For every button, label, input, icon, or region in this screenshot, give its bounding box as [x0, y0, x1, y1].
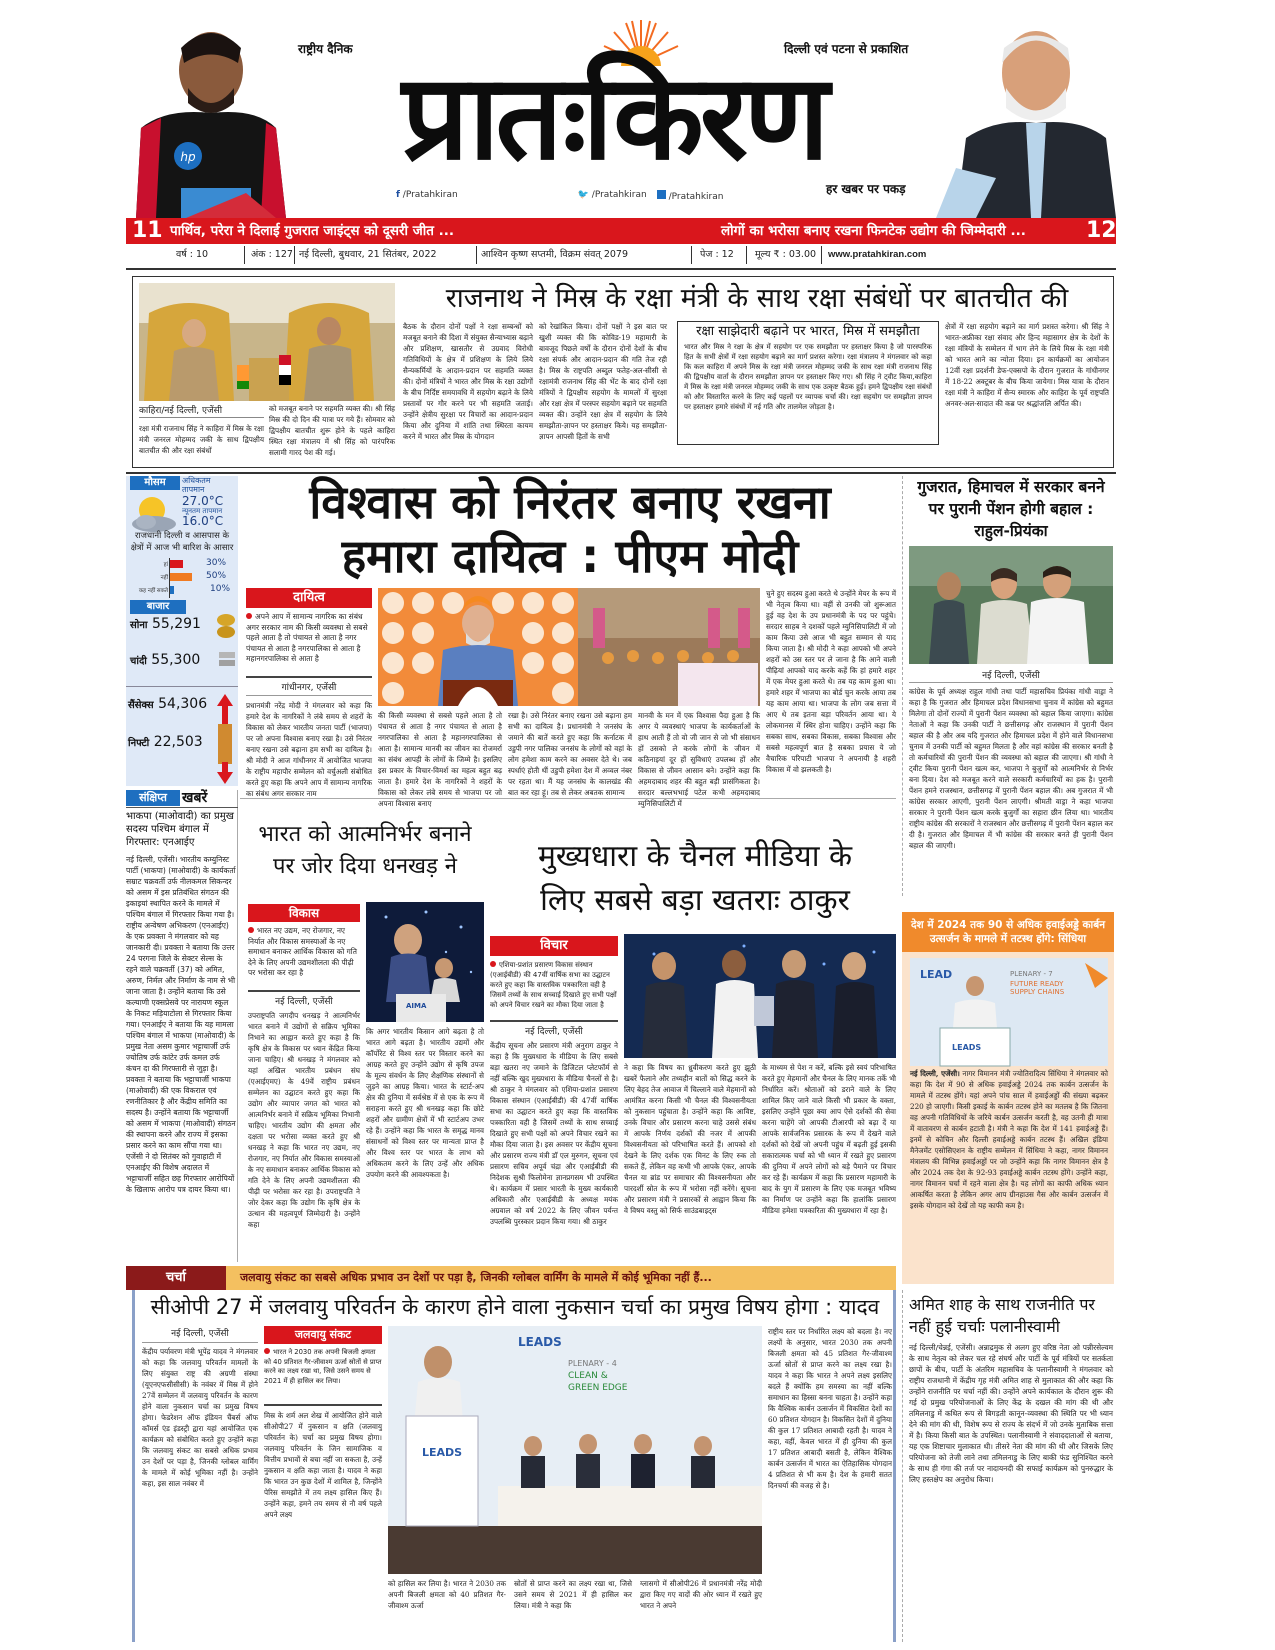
svg-text:SUPPLY CHAINS: SUPPLY CHAINS — [1010, 988, 1065, 996]
max-temp: 27.0°C — [182, 494, 224, 508]
modi-col-3: रखा है। उसे निरंतर बनाए रखना उसे बढ़ाना हम सभी का दायित्व है। प्रधानमंत्री ने जनसंघ के जमाने की बातें करते हुए कहा कि कर्नाटक में उडुपी नगर पालिका जनसंघ के लोगों को वहां के लोग हमेशा काम करने का अवसर देते थे। जब स्पर्धाएं होती थीं उडुपी हमेशा देश में अव्वल नंबर पर रहता था। मैं यह जनसंघ के कालखंड की बात कर रहा हूं। तब से लेकर अबतक सामान्य — [508, 711, 632, 797]
modi-headline-2: हमारा दायित्व : पीएम मोदी — [341, 529, 799, 583]
market-label: बाजार — [130, 600, 186, 614]
modi-col-2: की किसी व्यवस्था से सबसे पहले आता है तो पंचायत से आता है नगर पंचायत से आता है नगरपालिका से आता है महानगरपालिका से आता है। सामान्य मानवी का जीवन का रोजमर्रा का संबंध आपही के लोगों के जिम्मे है। इसलिए इस प्रकार के विचार-विमर्श का महत्व बहुत बढ़ जाता है। हमारे देश के नागरिकों ने शहरों के विकास को लेकर लंबे समय से भाजपा पर जो अपना विश्वास बनाए — [378, 711, 502, 808]
brief-rule — [126, 807, 238, 808]
poll-row — [126, 558, 238, 570]
poll-bar — [170, 573, 192, 581]
climate-col-1: केंद्रीय पर्यावरण मंत्री भूपेंद्र यादव ने मंगलवार को कहा कि जलवायु परिवर्तन मामलों के लिए संयुक्त राष्ट्र की अग्रणी संस्था (यूएनएफसीसीसी) के नवंबर में मिस्र में होने 27वें सम्मेलन में जलवायु परिवर्तन के कारण होने वाला नुकसान चर्चा का प्रमुख विषय होगा। फेडरेशन ऑफ इंडियन चैंबर्स ऑफ कॉमर्स एंड इंडस्ट्री द्वारा यहां आयोजित एक कार्यक्रम को संबोधित करते हुए उन्होंने कहा कि जलवायु संकट का सबसे अधिक प्रभाव उन देशों पर पड़ा है, जिनकी ग्लोबल वार्मिंग के मामले में कोई भूमिका नहीं है। उन्होंने कहा, इस साल नवंबर में — [142, 1347, 258, 1488]
teaser-right-link[interactable]: लोगों का भरोसा बनाए रखना फिनटेक उद्योग की जिम्मेदारी ... — [721, 223, 1026, 239]
tagline-right: दिल्ली एवं पटना से प्रकाशित — [784, 42, 909, 56]
dhankhar-bullet: भारत नए उद्यम, नए रोजगार, नए निर्यात और विकास समस्याओं के नए समाधान बनाकर आर्थिक विकास को गति देने के लिए अपनी उद्यमशीलता की पीढ़ी पर भरोसा कर रहा है — [248, 926, 360, 988]
shah-text: नई दिल्ली/चेन्नई, एजेंसी। अन्नाद्रमुक से अलग हुए वरिष्ठ नेता ओ पन्नीरसेल्वम के साथ नेतृत्व को लेकर चल रहे संघर्ष और पार्टी के पूर्व मंत्रियों पर सतर्कता छापों के बीच, पार्टी के अंतरिम महासचिव के पलानीस्वामी ने मंगलवार को राष्ट्रीय राजधानी में केंद्रीय गृह मंत्री अमित शाह से मुलाकात की और कहा कि उन्होंने राजनीति पर चर्चा नहीं की। उन्होंने अपने कार्यकाल के दौरान शुरू की गई दो प्रमुख परियोजनाओं के लिए केंद्र के दखल की मांग की थी और तमिलनाडु में कथित रूप से बिगड़ती कानून-व्यवस्था की स्थिति पर भी ध्यान देने की मांग की थी, विशेष रूप से राज्य के संदर्भ में जो उनके मुताबिक सत्ता में है। किया किसी बात के उपस्थित। पलानीस्वामी ने संवाददाताओं से बताया, यह एक शिष्टाचार मुलाकात थी। तीसरे नेता की मांग की थी और जिसके लिए परियोजना को तेजी लाने तथा तमिलनाडु के लिए बाकी फंड सुनिश्चित करने के साथ ही गंगा की तर्ज पर नादायनदी की सफाई कार्यक्रम को पुनरुद्धार के लिए हस्तक्षेप का अनुरोध किया। — [909, 1343, 1113, 1484]
thakur-col-1: केंद्रीय सूचना और प्रसारण मंत्री अनुराग ठाकुर ने कहा है कि मुख्यधारा के मीडिया के लिए सबसे बड़ा खतरा नए जमाने के डिजिटल प्लेटफॉर्म से नहीं बल्कि खुद मुख्यधारा के मीडिया चैनलों से है। श्री ठाकुर ने मंगलवार को एशिया-प्रशांत प्रसारण विकास संस्थान (एआईबीडी) की 47वीं वार्षिक सभा का उद्घाटन करते हुए कहा कि वास्तविक पत्रकारिता वही है जिसमें तथ्यों के साथ सच्चाई दिखाते हुए सभी पक्षों को अपने विचार रखने का मौका दिया जाता है। इस अवसर पर केंद्रीय सूचना और प्रसारण राज्य मंत्री डॉ एल मुरुगन, सूचना एवं प्रसारण सचिव अपूर्व चंद्रा और एआईबीडी की निदेशक सुश्री फिलोमेना ज्ञानप्रगसम भी उपस्थित थे। कार्यक्रम में प्रसार भारती के मुख्य कार्यकारी अधिकारी और एआईबीडी के अध्यक्ष मयंक अग्रवाल को वर्ष 2022 के लिए जीवन पर्यन्त उपलब्धि पुरस्कार प्रदान किया गया। श्री ठाकुर — [490, 1041, 618, 1226]
svg-text:LEADS: LEADS — [422, 1446, 463, 1459]
poll-row — [126, 571, 238, 583]
svg-text:PLENARY - 7: PLENARY - 7 — [1010, 970, 1053, 978]
svg-text:AIMA: AIMA — [406, 1002, 427, 1010]
dhankhar-tag: विकास — [248, 904, 360, 922]
shah-headline: अमित शाह के साथ राजनीति पर नहीं हुई चर्चाः पलानीस्वामी — [909, 1295, 1095, 1336]
social-links — [396, 190, 876, 204]
climate-bullet: भारत ने 2030 तक अपनी बिजली क्षमता को 40 प्रतिशत गैर-जीवाश्म ऊर्जा स्रोतों से प्राप्त करने का लक्ष्य रखा था, जिसे उसने समय से 2021 में ही हासिल कर लिया। — [264, 1348, 382, 1404]
pm-photo — [936, 18, 1116, 218]
twitter-link[interactable]: 🐦 /Pratahkiran — [577, 190, 647, 200]
scindia-photo — [910, 958, 1108, 1066]
modi-col-4: मानवी के मन में एक विश्वास पैदा हुआ है कि अगर ये व्यवस्थाएं भाजपा के कार्यकर्ताओं के हाथ आती हैं तो वो जी जान से जो भी संसाधन हों उसको ले करके लोगों के जीवन में कठिनाइयां दूर हों सुविधाएं उपलब्ध हों और विकास से जीवन आसान बने। उन्होंने कहा कि अहमदाबाद शहर की बहुत बड़ी प्रासंगिकता है। सरदार बल्लभभाई पटेल कभी अहमदाबाद म्युनिसिपालिटी में — [638, 711, 760, 808]
poll-label: कह नहीं सकते — [138, 588, 168, 594]
svg-text:GREEN EDGE: GREEN EDGE — [568, 1383, 628, 1393]
market-item-name: चांदी — [130, 656, 147, 667]
poll-axis — [169, 558, 170, 598]
koo-icon — [657, 190, 666, 199]
market-item-value: 22,503 — [153, 734, 203, 750]
dhankhar-headline-1: भारत को आत्मनिर्भर बनाने — [258, 822, 472, 847]
koo-link[interactable]: /Pratahkiran — [657, 190, 724, 204]
teaser-bar — [126, 218, 1116, 244]
climate-col-2: मिस्र के शर्म अल शेख में आयोजित होने वाले सीओपी27 में नुकसान व क्षति (जलवायु परिवर्तन के) चर्चा का प्रमुख विषय होगा। जलवायु परिवर्तन के जिन सामाजिक व वित्तीय प्रभावों से बचा नहीं जा सकता है, उन्हें नुकसान व क्षति कहा जाता है। यादव ने कहा कि भारत उन कुछ देशों में शामिल है, जिन्होंने पेरिस समझौते में तय लक्ष्य हासिल किए हैं। उन्होंने कहा, हमने तय समय से नौ वर्ष पहले अपने लक्ष्य — [264, 1411, 382, 1519]
modi-dateline-rule — [246, 695, 372, 696]
brief-label-2: खबरें — [182, 790, 208, 806]
market-item-name: सोना — [130, 620, 148, 631]
modi-col-1: प्रधानमंत्री नरेंद्र मोदी ने मंगलवार को कहा कि हमारे देश के नागरिकों ने लंबे समय से शहरों के विकास को लेकर भारतीय जनता पार्टी (भाजपा) पर जो अपना विश्वास बनाए रखा है। उसे निरंतर बनाए रखना उसे बढ़ाना हम सभी का दायित्व है। श्री मोदी ने आज गांधीनगर में आयोजित भाजपा के राष्ट्रीय महापौर सम्मेलन को वर्चुअली संबोधित करते हुए कहा कि अपने आप में सामान्य नागरिक का संबंध अगर सरकार नाम — [246, 701, 372, 798]
climate-tag: जलवायु संकट — [264, 1326, 382, 1344]
price: मूल्य ₹ : 03.00 — [746, 246, 816, 264]
top-divider — [126, 268, 1116, 270]
rain-poll — [126, 558, 238, 600]
thakur-col-3: के माध्यम से पेश न करें, बल्कि इसे स्वयं परिभाषित करते हुए मेहमानों और चैनल के लिए मानक तर्के भी निर्धारित करें। श्रोताओं को डराने वाले के लिए शामिल किए जाने वाले किसी भी प्रकार के वक्ता, इसलिए उन्होंने पूछा क्या आप ऐसे दर्शकों की सेवा करना चाहेंगे जो आपकी टीआरपी को बढ़ा दें या आपके सार्वजनिक प्रसारक के रूप में देखने वाले दर्शकों को देखें जो अपनी पहुंच में बढ़ती हुई इसकी सकारात्मक चर्चा को भी ध्यान में रखते हुए प्रसारण की दुनिया में अपने लोगों को बड़े पैमाने पर विचार कर रहे हैं। कार्यक्रम में कहा कि प्रसारण महामारी के बाद के युग में प्रसारण के लिए एक मजबूत भविष्य का निर्माण पर उन्होंने कहा कि हालांकि प्रसारण मीडिया हमेशा पत्रकारिता की मुख्यधारा में रहा है। — [762, 1063, 896, 1215]
pension-rule — [909, 682, 1113, 683]
pension-dateline: नई दिल्ली, एजेंसी — [982, 671, 1040, 681]
svg-text:LEADS: LEADS — [518, 1335, 562, 1349]
pension-headline: गुजरात, हिमाचल में सरकार बनने पर पुरानी पेंशन होगी बहाल : राहुल-प्रियंका — [917, 478, 1105, 540]
poll-bar — [170, 586, 174, 594]
market-item-value: 55,300 — [151, 652, 201, 668]
modi-address-photo — [378, 588, 760, 706]
climate-dateline-rule — [142, 1342, 258, 1343]
modi-col-5: चुने हुए सदस्य हुआ करते थे उन्होंने मेयर के रूप में भी नेतृत्व किया था। वहीं से उनकी जो शुरूआत हुई वह देश के उप प्रधानमंत्री के पद पर पहुंचे। सरदार साहब ने दशकों पहले म्युनिसिपालिटी में जो काम किया उसे आज भी बहुत सम्मान से याद किया जाता है। श्री मोदी ने कहा आपको भी अपने शहरों को उस स्तर पर ले जाना है कि आने वाली पीढ़ियां आपको याद करके कहें कि हां हमारे शहर में एक मेयर हुआ करते थे। तब यह काम हुआ था। हमारे शहर में भाजपा का बोर्ड चुन करके आया तब यह काम आया था। भाजपा के लोग जब सत्ता में आए थे तब इतना बड़ा परिवर्तन आया था। ये लोकमानस में स्थिर होना चाहिए। उन्होंने कहा कि सबका साथ, सबका विकास, सबका विश्वास और सबसे महत्वपूर्ण बात है सबका प्रयास ये जो वैचारिक परिपाटी भाजपा ने अपनायी है शहरी विकास में वो झलकती है। — [766, 589, 896, 774]
charcha-banner — [126, 1266, 896, 1290]
lead-box-title: रक्षा साझेदारी बढ़ाने पर भारत, मिस्र में समझौता — [696, 324, 920, 339]
climate-headline: सीओपी 27 में जलवायु परिवर्तन के कारण होने वाला नुकसान चर्चा का प्रमुख विषय होगा : यादव — [150, 1295, 880, 1319]
slogan: हर खबर पर पकड़ — [826, 182, 906, 196]
modi-tag: दायित्व — [246, 588, 372, 608]
lead-col-4: को रेखांकित किया। दोनों पक्षों ने इस बात पर खुशी व्यक्त की कि कोविड-19 महामारी के बावजूद पिछले वर्षों के दौरान दोनों देशों के बीच रक्षा संपर्क और आदान-प्रदान की गति तेज रही है। मिस्र के राष्ट्रपति अब्दुल फतेह-अल-सीसी से रक्षामंत्री राजनाथ सिंह की भेंट के बाद दोनों रक्षा मंत्रियों ने द्विपक्षीय सहयोग के मामलों में सुरक्षा और रक्षा क्षेत्र में परस्पर सहयोग बढ़ाने पर सहमति व्यक्त की। उन्होंने रक्षा क्षेत्र में सहयोग के लिये समझौता-ज्ञापन पर हस्ताक्षर किये। यह समझौता-ज्ञापन आपसी हितों के सभी — [539, 322, 667, 441]
poll-label: हां — [163, 562, 168, 568]
sun-cloud-icon — [128, 494, 178, 534]
svg-text:LEADS: LEADS — [952, 1043, 982, 1052]
lead-sidebar-box — [677, 321, 939, 445]
climate-col-4: स्रोतों से प्राप्त करने का लक्ष्य रखा था, जिसे उसने समय से 2021 में ही हासिल कर लिया। मंत्री ने कहा कि — [514, 1579, 632, 1610]
dhankhar-dateline: नई दिल्ली, एजेंसी — [275, 997, 333, 1007]
scindia-text — [910, 1068, 1108, 1280]
brief-headline: भाकपा (माओवादी) का प्रमुख सदस्य पश्चिम बंगाल में गिरफ्तार: एनआईए — [126, 811, 234, 848]
dhankhar-col-2: कि अगर भारतीय किसान आगे बढ़ता है तो भारत आगे बढ़ता है। भारतीय उद्यमों और कॉर्पोरेट से विश्व स्तर पर विस्तार करने का आग्रह करते हुए उन्होंने उद्योग से कृषि उपज के मूल्य संवर्धन के लिए शैक्षणिक संस्थानों से जुड़ने का आग्रह किया। भारत के स्टार्ट-अप क्षेत्र की दुनिया में सर्वश्रेष्ठ में से एक के रूप में सराहना करते हुए श्री धनखड़ कहा कि छोटे शहरों और ग्रामीण क्षेत्रों में भी स्टार्टअप उभर रहे हैं। उन्होंने कहा कि भारत के समृद्ध मानव संसाधनों को विश्व स्तर पर मान्यता प्राप्त है और विश्व स्तर पर भारत के लाभ को अधिकतम करने के लिए उन्हें और अधिक उपयोग करने की आवश्यकता है। — [366, 1027, 484, 1179]
min-temp-label: न्यूनतम तापमान — [182, 507, 223, 515]
charcha-quote: जलवायु संकट का सबसे अधिक प्रभाव उन देशों पर पड़ा है, जिनकी ग्लोबल वार्मिंग के मामले में कोई भूमिका नहीं हैं... — [226, 1266, 896, 1290]
lead-dateline: काहिरा/नई दिल्ली, एजेंसी — [139, 406, 223, 416]
dhankhar-headline-2: पर जोर दिया धनखड़ ने — [272, 854, 458, 879]
thakur-tag: विचार — [490, 936, 618, 956]
scindia-dateline: नई दिल्ली, एजेंसी। — [910, 1069, 960, 1078]
lead-col-6: क्षेत्रों में रक्षा सहयोग बढ़ाने का मार्ग प्रशस्त करेगा। श्री सिंह ने भारत-अफ्रीका रक्षा संवाद और हिन्द महासागर क्षेत्र के देशों के रक्षा मंत्रियों के सम्मेलन में भाग लेने के लिये मिस्र के रक्षा मंत्री को भारत आने का न्योता दिया। इन कार्यक्रमों का आयोजन 12वीं रक्षा प्रदर्शनी डेफ-एक्सपो के दौरान गुजरात के गांधीनगर में 18-22 अक्टूबर के बीच किया जायेगा। मिस्र यात्रा के दौरान रक्षा मंत्री ने काहिरा में सैन्य स्मारक और काहिरा के पूर्व राष्ट्रपति अनवर-अल-सादात की कब्र पर श्रद्धांजलि अर्पित की। — [945, 322, 1109, 408]
thakur-headline-1: मुख्यधारा के चैनल मीडिया के — [537, 839, 853, 874]
dhankhar-photo — [366, 902, 484, 1022]
climate-col-5: ग्लासगो में सीओपी26 में प्रधानमंत्री नरेंद्र मोदी द्वारा किए गए वादों की ओर ध्यान में रखते हुए भारत ने अपने — [640, 1579, 762, 1610]
market-item-value: 55,291 — [151, 616, 201, 632]
volume-year: वर्ष : 10 — [176, 249, 209, 260]
dhankhar-rule — [248, 990, 360, 992]
weather-label: मौसम — [130, 476, 180, 490]
hindu-calendar-date: आश्विन कृष्ण सप्तमी, विक्रम संवत् 2079 — [476, 246, 628, 264]
teaser-right-page: 12 — [1086, 218, 1117, 243]
facebook-icon: f — [396, 190, 400, 200]
brief-label-1: संक्षिप्त — [126, 790, 180, 806]
yadav-conference-photo — [388, 1326, 762, 1574]
climate-dateline: नई दिल्ली, एजेंसी — [171, 1329, 229, 1339]
pension-story — [902, 476, 1114, 896]
mid-divider — [240, 798, 896, 799]
climate-col-6: राष्ट्रीय स्तर पर निर्धारित लक्ष्य को बदला है। नए लक्ष्यों के अनुसार, भारत 2030 तक अपनी बिजली क्षमता को 45 प्रतिशत गैर-जीवाश्म ऊर्जा स्रोतों से प्राप्त करने का लक्ष्य रखा है। यादव ने कहा कि भारत ने अपने लक्ष्य इसलिए बदले हैं क्योंकि हम समस्या का नहीं बल्कि समाधान का हिस्सा बनना चाहता है। उन्होंने कहा कि वैश्विक कार्बन उत्सर्जन में विकसित देशों का 60 प्रतिशत योगदान है। विकसित देशों में दुनिया की कुल 17 प्रतिशत आबादी रहती है। यादव ने कहा, वहीं, केवल भारत में ही दुनिया की कुल 17 प्रतिशत आबादी बसती है, लेकिन वैश्विक कार्बन उत्सर्जन में भारत का ऐतिहासिक योगदान 4 प्रतिशत से भी कम है। देश के हमारी सतत दिनचर्या की वजह से है। — [768, 1327, 892, 1490]
scindia-headline: देश में 2024 तक 90 से अधिक हवाईअड्डे कार्बन उत्सर्जन के मामले में तटस्थ होंगे: सिंधिया — [902, 912, 1114, 952]
issue-number: अंक : 127 — [244, 246, 293, 264]
climate-rule — [264, 1404, 382, 1406]
lead-col-2: को मजबूत बनाने पर सहमति व्यक्त की। श्री सिंह मिस्र की दो दिन की यात्रा पर गये हैं। सोमवार को द्विपक्षीय बातचीत शुरू होने के पहले काहिरा स्थित रक्षा मंत्रालय में श्री सिंह को पारंपरिक सलामी गारद पेश की गई। — [269, 404, 395, 457]
dateline-rule — [139, 417, 264, 418]
poll-value: 10% — [210, 584, 231, 594]
rajnath-meeting-photo — [139, 283, 395, 401]
svg-text:hp: hp — [180, 150, 196, 164]
thakur-headline-2: लिए सबसे बड़ा खतराः ठाकुर — [540, 883, 850, 918]
market-item-name: सैंसेक्स — [128, 700, 154, 711]
thakur-dateline: नई दिल्ली, एजेंसी — [525, 1027, 583, 1037]
brief-text: नई दिल्ली, एजेंसी। भारतीय कम्युनिस्ट पार्टी (भाकपा) (माओवादी) के कार्यकर्ता सम्राट चक्रवर्ती उर्फ नीलकमल सिकन्दर को असम में इस प्रतिबंधित संगठन की इकाइयां स्थापित करने के मामले में पश्चिम बंगाल में गिरफ्तार किया गया है। राष्ट्रीय अन्वेषण अभिकरण (एनआईए) के एक प्रवक्ता ने मंगलवार को यह जानकारी दी। प्रवक्ता ने बताया कि उत्तर 24 परगना जिले के सेक्टर सेल्स के रहने वाले चक्रवर्ती (37) को अमित, अरुण, निर्मल और निर्माण के नाम से भी जाना जाता है। उन्होंने बताया कि उसे कल्याणी एक्सप्रेसवे पर नारायण स्कूल के निकट मड़ियाटोला से गिरफ्तार किया गया। एनआईए ने बताया कि यह मामला पश्चिम बंगाल में भाकपा (माओवादी) के प्रमुख नेता असम कुमार भट्टाचार्जी उर्फ ज्योतिष उर्फ कांटेर उर्फ कमल उर्फ कंचन दा की गिरफ्तारी से जुड़ा है। प्रवक्ता ने बताया कि भट्टाचार्जी भाकपा (माओवादी) की एक विकराल एवं रणनीतिकार है और केंद्रीय समिति का सदस्य है। उन्होंने बताया कि भट्टाचार्जी को असम में भाकपा (माओवादी) संगठन की स्थापना करने और राज्य में इसका प्रसार करने का काम सौंपा गया था। एजेंसी ने दो सितंबर को गुवाहाटी में एनआईए की विशेष अदालत में भट्टाचार्जी सहित छह गिरफ्तार आरोपियों के खिलाफ आरोप पत्र दायर किया था। — [126, 855, 236, 1194]
scindia-body: नागर विमानन मंत्री ज्योतिरादित्य सिंधिया ने मंगलवार को कहा कि देश में 90 से अधिक हवाईअड्डे 2024 तक कार्बन उत्सर्जन के मामले में तटस्थ होंगे। यहां अपने पांच साल में हवाईअड्डों की संख्या बढ़कर 220 हो जाएगी। किसी इकाई के कार्बन तटस्थ होने का मतलब है कि जितना वह अपनी गतिविधियों के जरिये कार्बन उत्सर्जन करती है, वह उतनी ही मात्रा में वातावरण से कार्बन हटाती है। मंत्री ने कहा कि देश में 141 हवाईअड्डे हैं। इनमें से कोचिन और दिल्ली हवाईअड्डे कार्बन तटस्थ हैं। अखिल इंडिया मैनेजमेंट एसोसिएशन के राष्ट्रीय सम्मेलन में सिंधिया ने कहा, नागर विमानन मंत्रालय की विभिन्न हवाईअड्डों पर जो उन्होंने कहा कि नागर विमानन क्षेत्र है और 2024 तक देश के 92-93 हवाईअड्डे कार्बन तटस्थ होंगे। उन्होंने कहा, नागर विमानन चर्चा में रहने वाला क्षेत्र है। यह लोगों का काफी अधिक ध्यान आकर्षित करता है लेकिन अगर आप ग्रीनहाउस गैस और कार्बन उत्सर्जन में इसके योगदान को देखें तो यह काफी कम है। — [910, 1069, 1108, 1210]
modi-headline-1: विश्वास को निरंतर बनाए रखना — [309, 475, 831, 529]
svg-text:FUTURE READY: FUTURE READY — [1010, 980, 1064, 988]
poll-value: 50% — [206, 571, 227, 581]
rahul-priyanka-photo — [909, 546, 1113, 664]
modi-bullet: अपने आप में सामान्य नागरिक का संबंध अगर सरकार नाम की किसी व्यवस्था से सबसे पहले आता है तो पंचायत से आता है नगर पंचायत से आता है नगरपालिका से आता है महानगरपालिका से आता है — [246, 612, 372, 676]
modi-dateline: गांधीनगर, एजेंसी — [281, 683, 337, 693]
climate-col-3: को हासिल कर लिया है। भारत ने 2030 तक अपनी बिजली क्षमता को 40 प्रतिशत गैर-जीवाश्म ऊर्जा — [388, 1579, 506, 1610]
masthead — [126, 18, 1116, 218]
thakur-award-photo — [624, 934, 896, 1058]
facebook-link[interactable]: f /Pratahkiran — [396, 190, 458, 200]
market-item-value: 54,306 — [158, 696, 208, 712]
lead-col-3: बैठक के दौरान दोनों पक्षों ने रक्षा सम्बन्धों को मजबूत बनाने की दिशा में संयुक्त सैन्याभ्यास बढ़ाने और प्रशिक्षण, खासतौर से उग्रवाद विरोधी गतिविधियों के क्षेत्र में प्रशिक्षण के लिये लिये सैन्यकर्मियों के आदान-प्रदान पर सहमति व्यक्त की। दोनों मंत्रियों ने भारत और मिस्र के रक्षा उद्योगों के बीच निर्दिष्ट समयावधि में सहयोग बढ़ाने के लिये प्रस्तावों पर गौर करने पर भी सहमति जताई। उन्होंने क्षेत्रीय सुरक्षा पर विचारों का आदान-प्रदान किया और दुनिया में शांति तथा स्थिरता कायम करने में भारत और मिस्र के योगदान — [403, 322, 533, 441]
lead-story — [132, 276, 1114, 468]
market-item-name: निफ्टी — [128, 738, 150, 749]
poll-bar — [170, 560, 183, 568]
tagline-left: राष्ट्रीय दैनिक — [298, 42, 353, 56]
dhankhar-col-1: उपराष्ट्रपति जगदीप धनखड़ ने आत्मनिर्भर भारत बनाने में उद्योगों से सक्रिय भूमिका निभाने का आह्वान करते हुए कहा है कि कृषि क्षेत्र के विकास पर ध्यान केंद्रित किया जाना चाहिए। श्री धनखड़ ने मंगलवार को यहां अखिल भारतीय प्रबंधन संघ (एआईएमए) के 49वें राष्ट्रीय प्रबंधन सम्मेलन का उद्घाटन करते हुए कहा कि उद्योग और व्यापार जगत को भारत को आत्मनिर्भर बनाने में सक्रिय भूमिका निभानी चाहिए। भारतीय उद्योग की क्षमता और दक्षता पर भरोसा व्यक्त करते हुए श्री धनखड़ ने कहा कि भारत नए उद्यम, नए रोजगार, नए निर्यात और विकास समस्याओं के नए समाधान बनाकर आर्थिक विकास को गति देने के लिए अपनी उद्यमशीलता की पीढ़ी पर भरोसा कर रहा है। उपराष्ट्रपति ने जोर देकर कहा कि उद्योग कि कृषि क्षेत्र के उत्थान की महत्वपूर्ण जिम्मेदारी है। उन्होंने कहा — [248, 1011, 360, 1229]
stock-trend-icon — [214, 694, 236, 784]
newspaper-title: प्रातःकिरण — [401, 48, 826, 186]
market-gold — [130, 616, 201, 632]
brief-news — [126, 790, 238, 1262]
thakur-rule — [490, 1020, 618, 1022]
max-temp-label: अधिकतम तापमान — [182, 476, 211, 494]
weather-market-panel — [126, 476, 238, 786]
pension-text: कांग्रेस के पूर्व अध्यक्ष राहुल गांधी तथा पार्टी महासचिव प्रियंका गांधी वाड्रा ने कहा है कि गुजरात और हिमाचल प्रदेश विधानसभा चुनाव में कांग्रेस को बहुमत मिलेगा तो दोनों राज्यों में पुरानी पेंशन व्यवस्था को बहाल किया जाएगा। कांग्रेस नेताओं ने कहा कि उनकी पार्टी ने छत्तीसगढ़ और राजस्थान में पुरानी पेंशन बहाल की है और अब यदि गुजरात और हिमाचल प्रदेश में होने वाले विधानसभा चुनाव में उनकी पार्टी को बहुमत मिलता है और वहां कांग्रेस की सरकार बनती है तो कर्मचारियों की पुरानी पेंशन की व्यवस्था को बहाल की जाएगा। श्री गांधी ने ट्वीट किया पुरानी पेंशन खत्म कर, भाजपा ने बुजुर्गों को आत्मनिर्भर से निर्भर बना दिया। देश को मजबूत करने वाले सरकारी कर्मचारियों का हक है। पुरानी पेंशन हमने राजस्थान, छत्तीसगढ़ में पुरानी पेंशन बहाल की। अब गुजरात में भी कांग्रेस सरकार आएगी, पुरानी पेंशन लाएगी। श्रीमती वाड्रा ने कहा भाजपा सरकार ने पुरानी पेंशन खत्म करके बुजुर्गों का सहारा छीन लिया था। भारतीय राष्ट्रीय कांग्रेस की सरकारों ने राजस्थान और छत्तीसगढ़ में पुरानी पेंशन बहाल कर दी है। गुजरात और हिमाचल में भी कांग्रेस की सरकार बनते ही पुरानी पेंशन बहाल की जाएगी। — [909, 687, 1113, 850]
publication-date: नई दिल्ली, बुधवार, 21 सितंबर, 2022 — [294, 246, 437, 264]
svg-text:PLENARY - 4: PLENARY - 4 — [568, 1359, 617, 1368]
website-link[interactable]: www.pratahkiran.com — [821, 246, 926, 264]
scindia-story — [902, 912, 1114, 1284]
svg-text:CLEAN &: CLEAN & — [568, 1371, 608, 1381]
thakur-col-2: ने कहा कि विषय का ध्रुवीकरण करते हुए झूठी खबरें फैलाने और तथ्यहीन बातों को सिद्ध करने के लिए बेहद तेज आवाज में चिल्लाने वाले मेहमानों को आमंत्रित करना किसी भी चैनल की विश्वसनीयता को नुकसान पहुंचाता है। उन्होंने कहा कि आविष्ट, उनके विचार और प्रसारण करना चाहे उससे संबंध में आपके निर्णय दर्शकों की नजर में आपकी विश्वसनीयता को परिभाषित करते हैं। आपको शो देखने के लिए दर्शक एक मिनट के लिए रुक तो सकते हैं, लेकिन वह कभी भी आपके एंकर, आपके चैनल या ब्रांड पर समाचार की विश्वसनीयता और पारदर्शी स्रोत के रूप में भरोसा नहीं करेंगे। सूचना और प्रसारण मंत्री ने प्रसारकों से आह्वान किया कि वे विषय वस्तु को सिर्फ साउंडबाइट्स — [624, 1063, 756, 1215]
silver-bars-icon — [218, 648, 236, 674]
svg-text:LEAD: LEAD — [920, 968, 953, 981]
charcha-label: चर्चा — [126, 1266, 226, 1290]
gold-coins-icon — [216, 612, 236, 642]
lead-box-text: भारत और मिस्र ने रक्षा के क्षेत्र में सहयोग पर एक समझौता पर हस्ताक्षर किया है जो पारस्परिक हित के सभी क्षेत्रों में रक्षा सहयोग बढ़ाने का मार्ग प्रशस्त करेगा। रक्षा मंत्रालय ने मंगलवार को कहा कि कल काहिरा में अपने मिस्र के रक्षा मंत्री जनरल मोहम्मद जकी के साथ रक्षा मंत्री राजनाथ सिंह की द्विपक्षीय वार्ता के दौरान समझौता ज्ञापन पर हस्ताक्षर किए गए। श्री सिंह ने ट्वीट किया,काहिरा में मिस्र के रक्षा मंत्री जनरल मोहम्मद जकी के साथ एक उत्कृष्ट बैठक हुई। हमने द्विपक्षीय रक्षा संबंधों को और विस्तारित करने के लिए कई पहलों पर व्यापक चर्चा की। रक्षा सहयोग पर समझौता ज्ञापन पर हस्ताक्षर हमारे संबंधों में नई गति और तालमेल जोड़ता है। — [684, 343, 932, 411]
shah-story — [902, 1290, 1114, 1642]
lead-col-1: रक्षा मंत्री राजनाथ सिंह ने काहिरा में मिस्र के रक्षा मंत्री जनरल मोहम्मद जकी के साथ द्विपक्षीय बातचीत की और रक्षा संबंधों — [139, 424, 264, 455]
thakur-bullet: एशिया-प्रशांत प्रसारण विकास संस्थान (एआईबीडी) की 47वीं वार्षिक सभा का उद्घाटन करते हुए कहा कि वास्तविक पत्रकारिता वही है जिसमें तथ्यों के साथ सच्चाई दिखाते हुए सभी पक्षों को अपने विचार रखने का मौका दिया जाता है — [490, 960, 618, 1018]
teaser-left-page: 11 — [132, 218, 163, 243]
teaser-left-link[interactable]: पार्थिव, परेरा ने दिलाई गुजरात जाइंट्स को दूसरी जीत ... — [170, 223, 455, 239]
cricketer-photo — [126, 18, 291, 218]
poll-row — [126, 584, 238, 596]
poll-value: 30% — [206, 558, 227, 568]
page-count: पेज : 12 — [691, 246, 734, 264]
modi-rule — [246, 676, 372, 678]
poll-label: नहीं — [160, 575, 168, 581]
weather-forecast: राजधानी दिल्ली व आसपास के क्षेत्रों में आज भी बारिश के आसार — [130, 531, 234, 553]
twitter-icon: 🐦 — [577, 190, 589, 200]
market-silver — [130, 652, 200, 668]
market-divider — [126, 686, 238, 687]
info-bar — [126, 246, 1116, 264]
min-temp: 16.0°C — [182, 514, 224, 528]
market-nifty — [128, 734, 203, 750]
lead-headline: राजनाथ ने मिस्र के रक्षा मंत्री के साथ रक्षा संबंधों पर बातचीत की — [445, 283, 1069, 314]
market-sensex — [128, 696, 207, 712]
